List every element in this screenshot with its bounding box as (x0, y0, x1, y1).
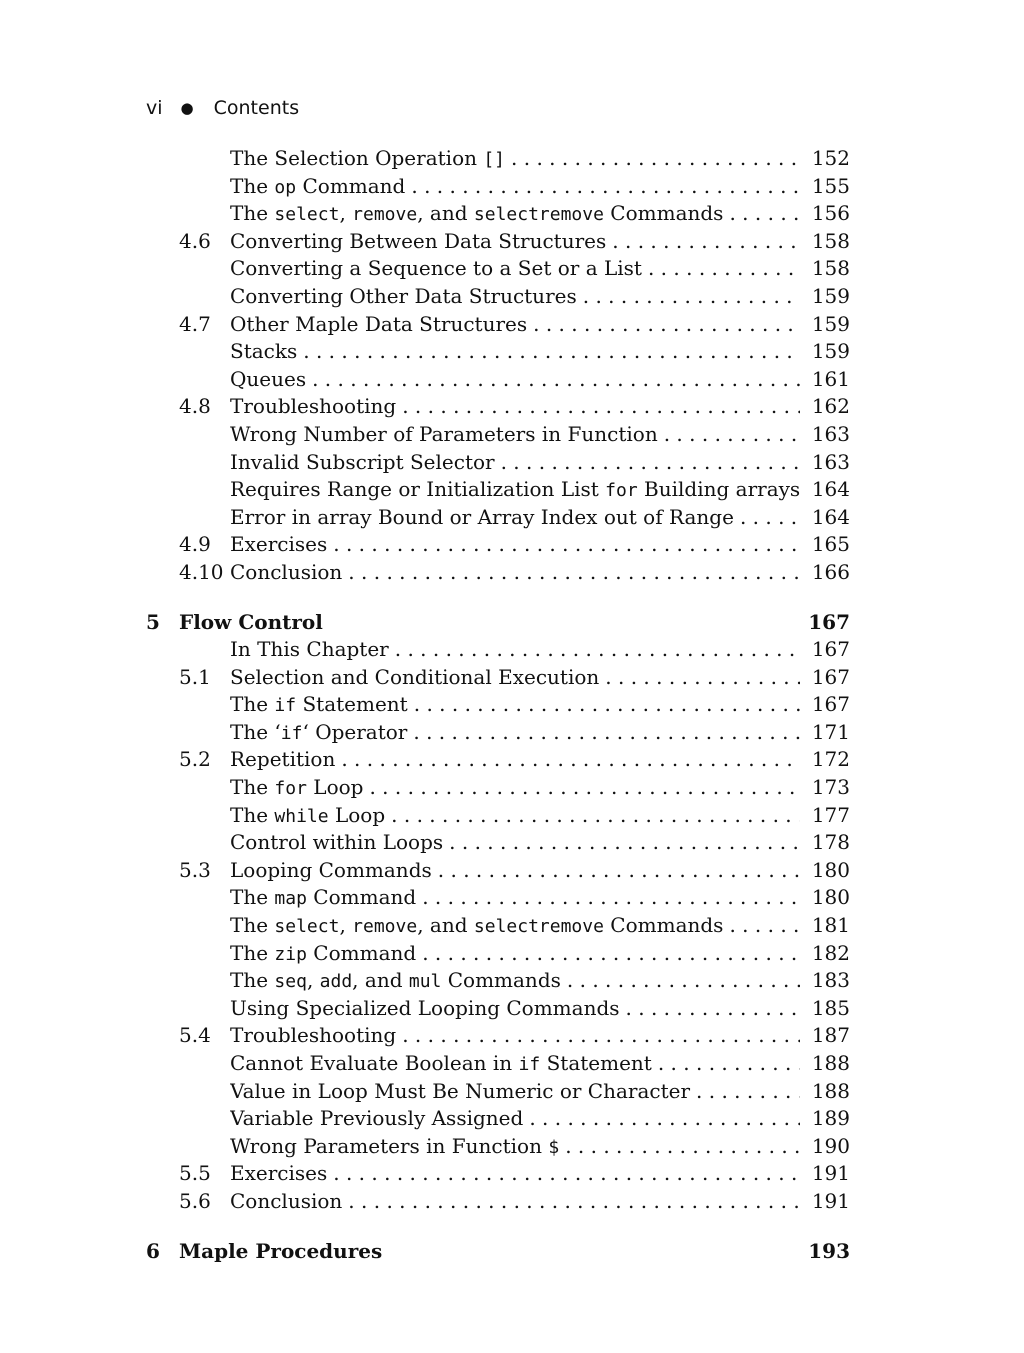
dot-leader (230, 393, 804, 421)
toc-subsection-entry[interactable] (0, 366, 1024, 394)
toc-subsection-entry[interactable] (0, 200, 1024, 228)
dot-leader (230, 449, 804, 477)
dot-leader (230, 311, 804, 339)
toc-subsection-entry[interactable] (0, 691, 1024, 719)
page-number: 158 (800, 255, 850, 283)
entry-title: The for Loop (230, 775, 369, 799)
page-number: 190 (800, 1133, 850, 1161)
section-number: 4.7 (179, 311, 211, 336)
page-number: 182 (800, 940, 850, 968)
toc-subsection-entry[interactable] (0, 636, 1024, 664)
toc-subsection-entry[interactable] (0, 940, 1024, 968)
page-number: 159 (800, 311, 850, 339)
entry-title: Control within Loops (230, 830, 449, 854)
page-number: 164 (800, 476, 850, 504)
toc-section-entry[interactable] (0, 531, 1024, 559)
toc-section-entry[interactable] (0, 1160, 1024, 1188)
dot-leader (230, 636, 804, 664)
toc-section-entry[interactable] (0, 311, 1024, 339)
toc-subsection-entry[interactable] (0, 283, 1024, 311)
toc-subsection-entry[interactable] (0, 967, 1024, 995)
entry-title: In This Chapter (230, 637, 395, 661)
entry-title: Wrong Number of Parameters in Function (230, 422, 664, 446)
entry-title: Using Specialized Looping Commands (230, 996, 626, 1020)
toc-section-entry[interactable] (0, 857, 1024, 885)
entry-title: Looping Commands (230, 858, 438, 882)
toc-subsection-entry[interactable] (0, 255, 1024, 283)
dot-leader (230, 995, 804, 1023)
entry-title: The while Loop (230, 803, 391, 827)
toc-subsection-entry[interactable] (0, 338, 1024, 366)
dot-leader (230, 338, 804, 366)
page-number: 162 (800, 393, 850, 421)
entry-title: Exercises (230, 1161, 333, 1185)
dot-leader (230, 1078, 804, 1106)
toc-subsection-entry[interactable] (0, 1050, 1024, 1078)
toc-section-entry[interactable] (0, 746, 1024, 774)
section-number: 5.2 (179, 747, 211, 772)
entry-title: The zip Command (230, 941, 422, 965)
toc-subsection-entry[interactable] (0, 719, 1024, 747)
section-number: 5.4 (179, 1023, 211, 1048)
dot-leader (230, 1050, 804, 1079)
entry-title: Requires Range or Initialization List for Building arrays (230, 477, 804, 501)
page-number: 173 (800, 774, 850, 802)
dot-leader (230, 504, 804, 532)
page-number-label: vi (146, 97, 163, 119)
page-number: 178 (800, 829, 850, 857)
section-number: 4.9 (179, 532, 211, 557)
toc-section-entry[interactable] (0, 1188, 1024, 1216)
entry-title: Wrong Parameters in Function $ (230, 1134, 565, 1158)
bullet-icon: ● (180, 99, 194, 117)
running-header (146, 97, 299, 119)
page-number: 166 (800, 559, 850, 587)
entry-title: Repetition (230, 747, 341, 771)
page-number: 156 (800, 200, 850, 228)
entry-title: Converting a Sequence to a Set or a List (230, 256, 648, 280)
dot-leader (230, 421, 804, 449)
toc-chapter-entry[interactable] (0, 609, 1024, 637)
chapter-number: 5 (146, 609, 160, 634)
entry-title: The if Statement (230, 692, 414, 716)
entry-title: The ‘if‘ Operator (230, 720, 413, 744)
dot-leader (230, 884, 804, 913)
dot-leader (230, 173, 804, 202)
page-number: 183 (800, 967, 850, 995)
toc-subsection-entry[interactable] (0, 173, 1024, 201)
toc-subsection-entry[interactable] (0, 1105, 1024, 1133)
entry-title: Converting Other Data Structures (230, 284, 583, 308)
dot-leader (230, 531, 804, 559)
entry-title: Converting Between Data Structures (230, 229, 612, 253)
dot-leader (230, 829, 804, 857)
dot-leader (230, 255, 804, 283)
toc-subsection-entry[interactable] (0, 504, 1024, 532)
entry-title: Value in Loop Must Be Numeric or Character (230, 1079, 696, 1103)
section-number: 5.1 (179, 664, 211, 689)
entry-title: The op Command (230, 174, 411, 198)
section-number: 5.6 (179, 1188, 211, 1213)
entry-title: Selection and Conditional Execution (230, 665, 605, 689)
entry-title: The seq, add, and mul Commands (230, 968, 567, 992)
chapter-number: 6 (146, 1238, 160, 1263)
page-number: 163 (800, 449, 850, 477)
entry-title: Conclusion (230, 1189, 348, 1213)
dot-leader (230, 719, 804, 748)
entry-title: Exercises (230, 532, 333, 556)
page-number: 171 (800, 719, 850, 747)
dot-leader (230, 774, 804, 803)
toc-subsection-entry[interactable] (0, 1078, 1024, 1106)
page-number: 193 (800, 1238, 850, 1266)
entry-title: Stacks (230, 339, 303, 363)
entry-title: Cannot Evaluate Boolean in if Statement (230, 1051, 658, 1075)
dot-leader (230, 228, 804, 256)
toc-subsection-entry[interactable] (0, 774, 1024, 802)
page-number: 163 (800, 421, 850, 449)
page-number: 185 (800, 995, 850, 1023)
toc-section-entry[interactable] (0, 393, 1024, 421)
chapter-title: Flow Control (179, 609, 323, 634)
dot-leader (230, 1133, 804, 1162)
page-number: 158 (800, 228, 850, 256)
entry-title: Invalid Subscript Selector (230, 450, 501, 474)
dot-leader (230, 283, 804, 311)
toc-subsection-entry[interactable] (0, 802, 1024, 830)
dot-leader (230, 1188, 804, 1216)
page-number: 164 (800, 504, 850, 532)
dot-leader (230, 559, 804, 587)
toc-subsection-entry[interactable] (0, 421, 1024, 449)
section-number: 4.8 (179, 394, 211, 419)
toc-subsection-entry[interactable] (0, 829, 1024, 857)
page-number: 159 (800, 338, 850, 366)
section-number: 5.3 (179, 857, 211, 882)
chapter-gap (0, 587, 1024, 609)
entry-title: Error in array Bound or Array Index out of Range (230, 505, 740, 529)
dot-leader (230, 940, 804, 969)
running-section-title: Contents (213, 97, 300, 119)
toc-subsection-entry[interactable] (0, 476, 1024, 504)
toc-subsection-entry[interactable] (0, 145, 1024, 173)
dot-leader (230, 145, 804, 174)
dot-leader (230, 802, 804, 831)
dot-leader (230, 366, 804, 394)
page-number: 180 (800, 857, 850, 885)
page-number: 152 (800, 145, 850, 173)
dot-leader (230, 746, 804, 774)
toc-subsection-entry[interactable] (0, 1133, 1024, 1161)
dot-leader (230, 967, 804, 996)
entry-title: Other Maple Data Structures (230, 312, 533, 336)
page-number: 177 (800, 802, 850, 830)
section-number: 5.5 (179, 1161, 211, 1186)
toc-chapter-entry[interactable] (0, 1238, 1024, 1266)
dot-leader (230, 476, 804, 505)
dot-leader (230, 912, 804, 941)
page-number: 167 (800, 609, 850, 637)
entry-title: The select, remove, and selectremove Commands (230, 201, 729, 225)
toc-section-entry[interactable] (0, 228, 1024, 256)
dot-leader (230, 200, 804, 229)
page-number: 167 (800, 691, 850, 719)
chapter-gap (0, 1216, 1024, 1238)
dot-leader (230, 857, 804, 885)
page-number: 191 (800, 1160, 850, 1188)
toc-subsection-entry[interactable] (0, 995, 1024, 1023)
table-of-contents (0, 145, 1024, 1265)
entry-title: Troubleshooting (230, 1023, 402, 1047)
page-number: 181 (800, 912, 850, 940)
page-number: 188 (800, 1078, 850, 1106)
dot-leader (230, 1105, 804, 1133)
page-number: 155 (800, 173, 850, 201)
page-number: 191 (800, 1188, 850, 1216)
entry-title: The select, remove, and selectremove Commands (230, 913, 729, 937)
page-number: 188 (800, 1050, 850, 1078)
page-number: 187 (800, 1022, 850, 1050)
page-number: 161 (800, 366, 850, 394)
dot-leader (230, 664, 804, 692)
entry-title: The map Command (230, 885, 422, 909)
toc-section-entry[interactable] (0, 1022, 1024, 1050)
entry-title: Variable Previously Assigned (230, 1106, 529, 1130)
chapter-title: Maple Procedures (179, 1238, 383, 1263)
entry-title: Queues (230, 367, 312, 391)
entry-title: The Selection Operation [] (230, 146, 511, 170)
toc-subsection-entry[interactable] (0, 449, 1024, 477)
toc-section-entry[interactable] (0, 664, 1024, 692)
page-number: 167 (800, 664, 850, 692)
entry-title: Troubleshooting (230, 394, 402, 418)
toc-section-entry[interactable] (0, 559, 1024, 587)
page-number: 167 (800, 636, 850, 664)
dot-leader (230, 1022, 804, 1050)
page-number: 165 (800, 531, 850, 559)
page-number: 172 (800, 746, 850, 774)
entry-title: Conclusion (230, 560, 348, 584)
dot-leader (230, 1160, 804, 1188)
dot-leader (230, 691, 804, 720)
section-number: 4.6 (179, 228, 211, 253)
section-number: 4.10 (179, 559, 224, 584)
page-number: 189 (800, 1105, 850, 1133)
page-number: 180 (800, 884, 850, 912)
toc-subsection-entry[interactable] (0, 912, 1024, 940)
toc-subsection-entry[interactable] (0, 884, 1024, 912)
page-number: 159 (800, 283, 850, 311)
